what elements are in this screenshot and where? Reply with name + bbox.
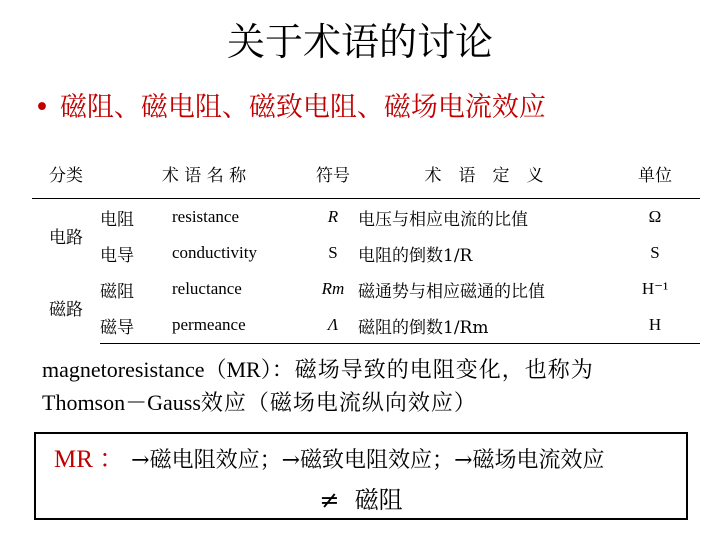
term-en: conductivity [172, 243, 257, 262]
mr-explanation: ：磁场导致的电阻变化，也称为 [271, 358, 594, 383]
term-zh: 磁导 [100, 307, 172, 344]
mr-synonyms-row [54, 444, 605, 477]
table-row [32, 199, 700, 236]
not-equal-text: 磁阻 [354, 486, 403, 514]
header-definition: 术 语 定 义 [358, 148, 610, 199]
term-definition: 电压与相应电流的比值 [358, 209, 528, 230]
not-equal-icon: ≠ [319, 486, 340, 514]
term-symbol: R [327, 207, 339, 226]
thomson-gauss-term: Thomson－Gauss [42, 390, 201, 415]
table-row [32, 235, 700, 271]
table-header-row [32, 148, 700, 199]
term-symbol: Λ [308, 307, 358, 344]
synonym-item: 磁电阻效应； [149, 448, 282, 473]
subtitle-text: 磁阻、磁电阻、磁致电阻、磁场电流效应 [59, 92, 546, 123]
term-definition: 电阻的倒数1/R [358, 245, 473, 266]
term-unit: S [650, 243, 660, 262]
term-zh: 磁阻 [100, 281, 134, 302]
not-equal-row [36, 484, 686, 516]
header-category: 分类 [32, 148, 100, 199]
synonym-item: 磁致电阻效应； [300, 448, 455, 473]
synonym-item: 磁场电流效应 [472, 448, 605, 473]
term-symbol: S [328, 243, 338, 262]
mr-term: magnetoresistance（MR） [42, 357, 272, 382]
description-line-1 [42, 354, 702, 387]
category-cell: 磁路 [49, 299, 83, 320]
mr-description [42, 354, 702, 420]
header-symbol: 符号 [308, 148, 358, 199]
mr-label: MR ： [54, 446, 125, 473]
arrow-icon: → [454, 448, 473, 473]
terms-table [32, 148, 700, 344]
term-definition: 磁通势与相应磁通的比值 [358, 281, 545, 302]
term-definition: 磁阻的倒数1/Rm [358, 307, 610, 344]
term-zh: 电导 [100, 245, 134, 266]
term-zh: 电阻 [100, 209, 134, 230]
term-unit: H [610, 307, 700, 344]
table-row [32, 307, 700, 344]
subtitle-line [34, 88, 546, 128]
header-unit: 单位 [610, 148, 700, 199]
header-name: 术 语 名 称 [100, 148, 308, 199]
page-title: 关于术语的讨论 [226, 20, 493, 64]
term-en: reluctance [172, 279, 242, 298]
table-row [32, 271, 700, 307]
term-unit: Ω [648, 207, 662, 226]
term-en: permeance [172, 307, 308, 344]
term-en: resistance [172, 207, 240, 226]
term-symbol: Rm [321, 279, 345, 298]
thomson-gauss-explanation: 效应（磁场电流纵向效应） [200, 391, 477, 416]
arrow-icon: → [281, 448, 301, 473]
category-cell: 电路 [49, 227, 83, 248]
bullet-dot: • [34, 92, 50, 123]
arrow-icon: → [131, 448, 150, 473]
mr-definition-box [34, 432, 688, 520]
description-line-2 [42, 387, 702, 420]
term-unit: H⁻¹ [641, 279, 669, 298]
